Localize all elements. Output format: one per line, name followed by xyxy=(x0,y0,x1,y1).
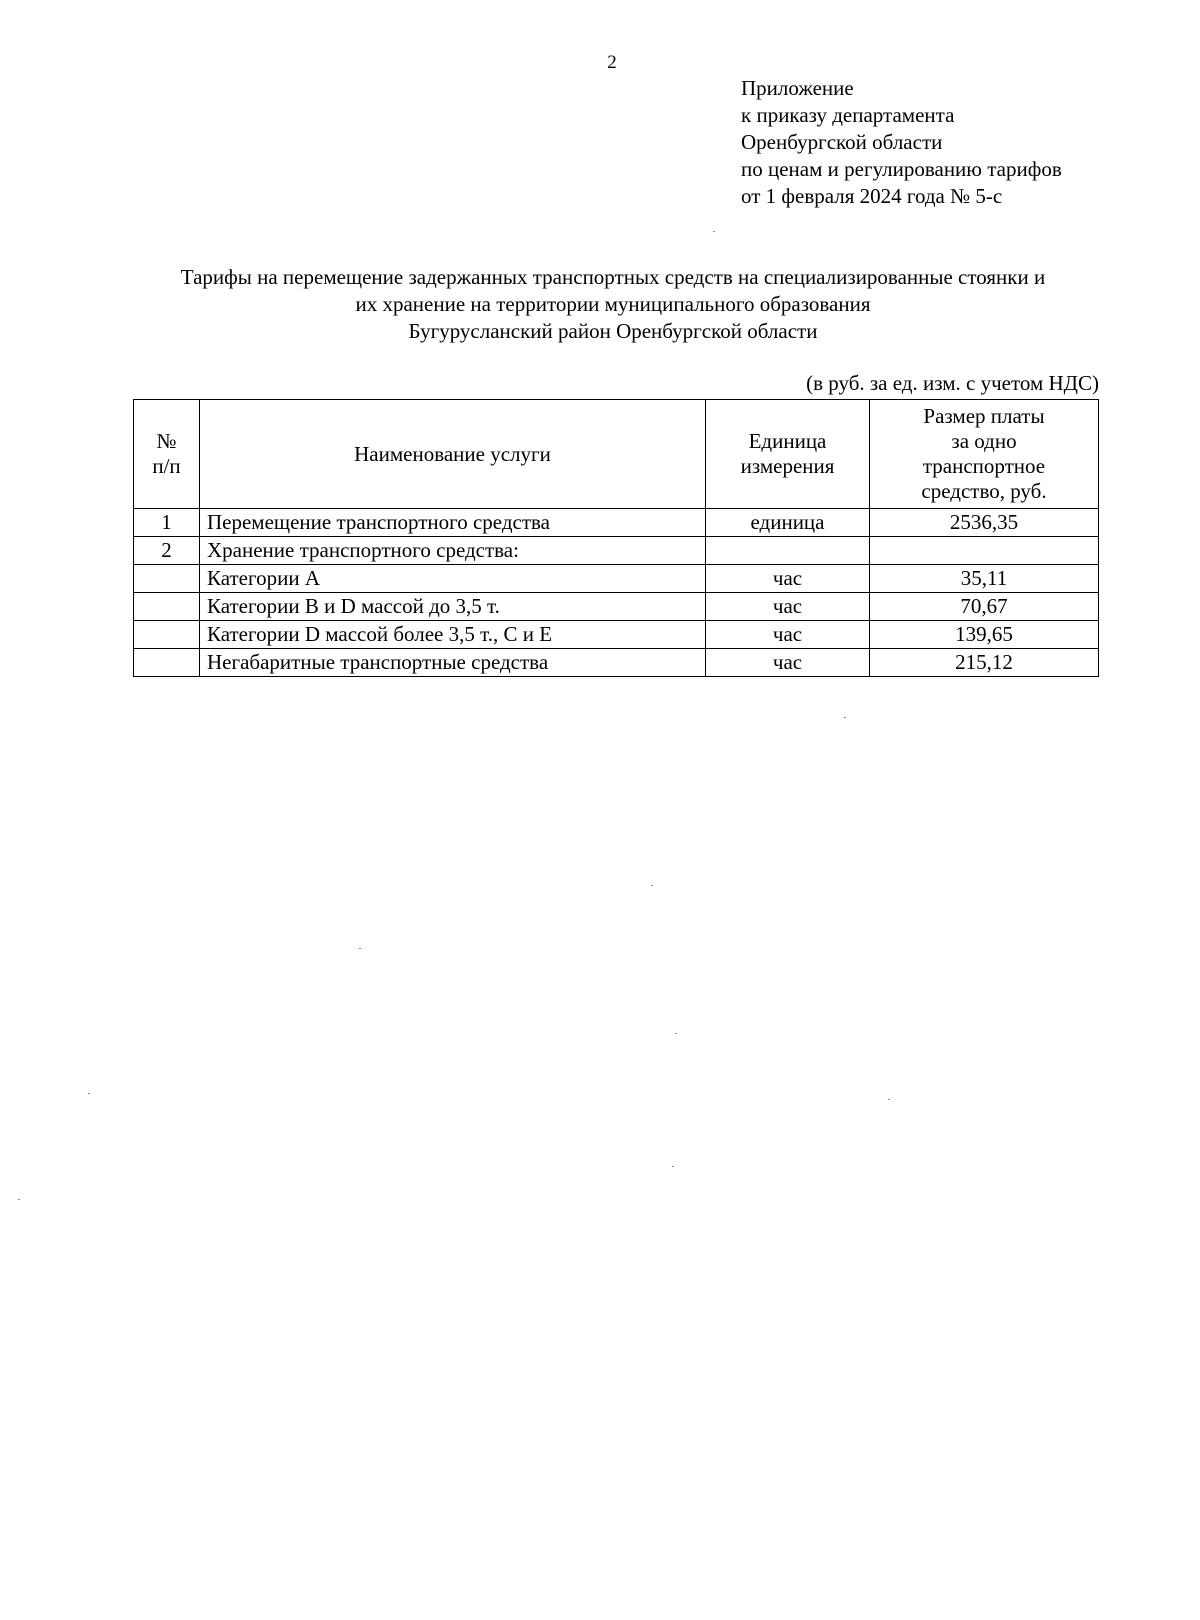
row-price: 70,67 xyxy=(870,593,1099,621)
scan-speck xyxy=(713,231,715,232)
appendix-block xyxy=(741,75,1062,210)
row-number xyxy=(134,649,200,677)
header-price xyxy=(870,400,1099,509)
row-price xyxy=(870,537,1099,565)
header-number-line: п/п xyxy=(152,454,181,478)
appendix-line: от 1 февраля 2024 года № 5-с xyxy=(741,184,1003,208)
appendix-line: к приказу департамента xyxy=(741,103,955,127)
row-service-name: Категории A xyxy=(200,565,706,593)
scan-speck xyxy=(888,1099,890,1100)
table-row xyxy=(134,649,1099,677)
header-unit-line: измерения xyxy=(740,454,835,478)
title-line: Тарифы на перемещение задержанных транспортных средств на специализированные стоянки и xyxy=(180,265,1046,289)
tariffs-table xyxy=(133,399,1099,677)
row-unit: час xyxy=(706,593,870,621)
scan-speck xyxy=(651,885,653,886)
row-number: 1 xyxy=(134,509,200,537)
header-price-line: за одно xyxy=(951,429,1017,453)
header-price-line: Размер платы xyxy=(923,404,1045,428)
document-title xyxy=(120,264,1106,345)
row-unit: час xyxy=(706,565,870,593)
row-service-name: Негабаритные транспортные средства xyxy=(200,649,706,677)
row-unit: час xyxy=(706,621,870,649)
row-price: 35,11 xyxy=(870,565,1099,593)
scan-speck xyxy=(18,1199,20,1200)
row-price: 2536,35 xyxy=(870,509,1099,537)
scan-speck xyxy=(88,1093,90,1094)
header-number xyxy=(134,400,200,509)
header-service-name: Наименование услуги xyxy=(200,400,706,509)
row-service-name: Категории B и D массой до 3,5 т. xyxy=(200,593,706,621)
table-header-row xyxy=(134,400,1099,509)
row-number xyxy=(134,565,200,593)
row-number xyxy=(134,593,200,621)
title-line: Бугурусланский район Оренбургской области xyxy=(408,319,818,343)
header-price-line: транспортное xyxy=(922,454,1046,478)
header-unit-line: Единица xyxy=(748,429,827,453)
row-price: 215,12 xyxy=(870,649,1099,677)
scan-speck xyxy=(675,1033,677,1034)
header-unit xyxy=(706,400,870,509)
units-note: (в руб. за ед. изм. с учетом НДС) xyxy=(806,371,1099,395)
row-number: 2 xyxy=(134,537,200,565)
page-number: 2 xyxy=(607,52,617,73)
row-unit: час xyxy=(706,649,870,677)
row-service-name: Категории D массой более 3,5 т., C и E xyxy=(200,621,706,649)
scan-speck xyxy=(844,717,846,718)
appendix-line: Оренбургской области xyxy=(741,130,943,154)
header-number-line: № xyxy=(156,429,177,453)
appendix-line: Приложение xyxy=(741,76,854,100)
header-price-line: средство, руб. xyxy=(921,479,1047,503)
table-row xyxy=(134,593,1099,621)
title-line: их хранение на территории муниципального образования xyxy=(355,292,871,316)
table-row xyxy=(134,621,1099,649)
scan-speck xyxy=(359,948,361,949)
row-service-name: Хранение транспортного средства: xyxy=(200,537,706,565)
table-row xyxy=(134,537,1099,565)
row-price: 139,65 xyxy=(870,621,1099,649)
table-row xyxy=(134,565,1099,593)
table-row xyxy=(134,509,1099,537)
row-service-name: Перемещение транспортного средства xyxy=(200,509,706,537)
appendix-line: по ценам и регулированию тарифов xyxy=(741,157,1062,181)
row-unit xyxy=(706,537,870,565)
scan-speck xyxy=(672,1166,674,1167)
row-number xyxy=(134,621,200,649)
row-unit: единица xyxy=(706,509,870,537)
